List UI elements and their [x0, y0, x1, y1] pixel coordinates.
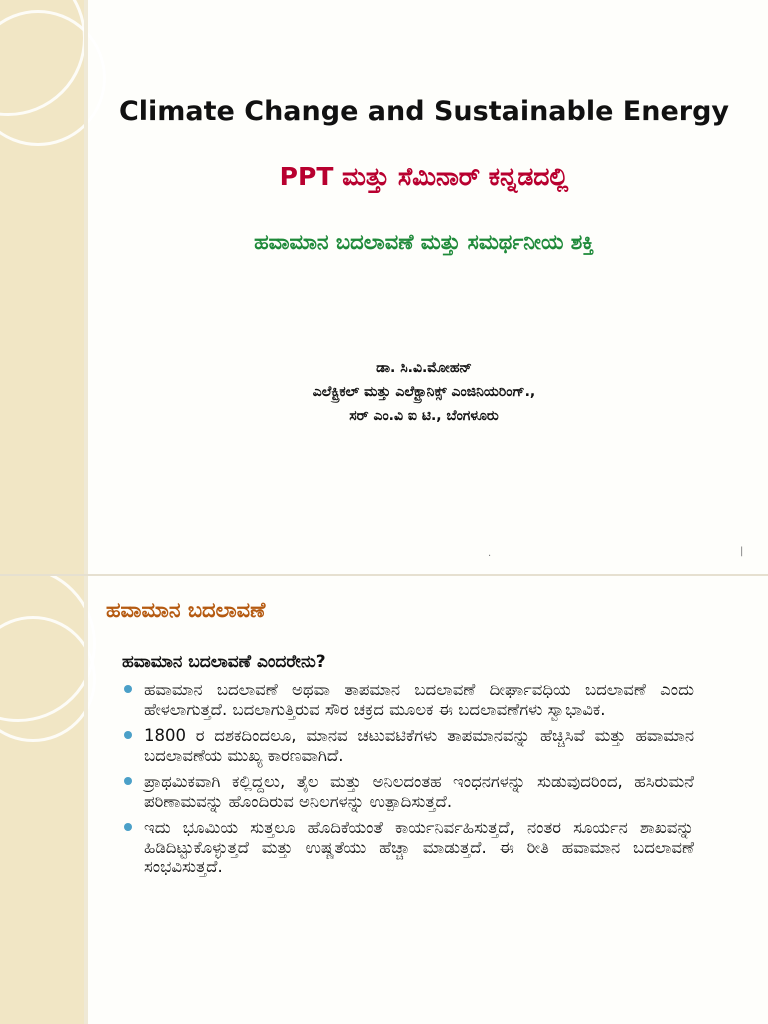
content-slide	[0, 576, 768, 1024]
slide-subtitle	[88, 162, 760, 192]
list-item-text: ಹವಾಮಾನ ಬದಲಾವಣೆ ಅಥವಾ ತಾಪಮಾನ ಬದಲಾವಣೆ ದೀರ್ಘಾವಧಿಯ ಬದಲಾವಣೆ ಎಂದು ಹೇಳಲಾಗುತ್ತದೆ. ಬದಲಾಗುತ್ತಿರುವ ಸೌರ ಚಕ್ರದ ಮೂಲಕ ಈ ಬದಲಾವಣೆಗಳು ಸ್ವಾಭಾವಿಕ.	[144, 680, 694, 719]
side-band-edge	[84, 0, 88, 574]
author-block	[88, 356, 760, 428]
list-item	[120, 680, 694, 719]
list-item	[120, 726, 694, 765]
bullet-icon	[124, 731, 132, 739]
list-item-text: ಪ್ರಾಥಮಿಕವಾಗಿ ಕಲ್ಲಿದ್ದಲು, ತೈಲ ಮತ್ತು ಅನಿಲದಂತಹ ಇಂಧನಗಳನ್ನು ಸುಡುವುದರಿಂದ, ಹಸಿರುಮನೆ ಪರಿಣಾಮವನ್ನು ಹೊಂದಿರುವ ಅನಿಲಗಳನ್ನು ಉತ್ಪಾದಿಸುತ್ತದೆ.	[144, 772, 694, 811]
bullet-list	[120, 680, 694, 884]
stray-dot-mark: .	[488, 548, 492, 559]
slide-title-english: Climate Change and Sustainable Energy	[118, 96, 730, 127]
list-item-text: ಇದು ಭೂಮಿಯ ಸುತ್ತಲೂ ಹೊದಿಕೆಯಂತೆ ಕಾರ್ಯನಿರ್ವಹಿಸುತ್ತದೆ, ನಂತರ ಸೂರ್ಯನ ಶಾಖವನ್ನು ಹಿಡಿದಿಟ್ಟುಕೊಳ್ಳುತ್ತದೆ ಮತ್ತು ಉಷ್ಣತೆಯು ಹೆಚ್ಚಾ ಮಾಡುತ್ತದೆ. ಈ ರೀತಿ ಹವಾಮಾನ ಬದಲಾವಣೆ ಸಂಭವಿಸುತ್ತದೆ.	[144, 818, 694, 876]
author-name: ಡಾ. ಸಿ.ವಿ.ಮೋಹನ್	[376, 360, 472, 376]
side-band-edge	[84, 576, 88, 1024]
decorative-side-band	[0, 576, 84, 1024]
decorative-side-band	[0, 0, 84, 574]
slide-title-kannada: ಹವಾಮಾನ ಬದಲಾವಣೆ ಮತ್ತು ಸಮರ್ಥನೀಯ ಶಕ್ತಿ	[254, 230, 594, 254]
section-question: ಹವಾಮಾನ ಬದಲಾವಣೆ ಎಂದರೇನು?	[122, 652, 326, 672]
author-department: ಎಲೆಕ್ಟ್ರಿಕಲ್ ಮತ್ತು ಎಲೆಕ್ಟ್ರಾನಿಕ್ಸ್ ಎಂಜಿನಿಯರಿಂಗ್.,	[312, 384, 536, 400]
list-item-text: 1800 ರ ದಶಕದಿಂದಲೂ, ಮಾನವ ಚಟುವಟಿಕೆಗಳು ತಾಪಮಾನವನ್ನು ಹೆಚ್ಚಿಸಿವೆ ಮತ್ತು ಹವಾಮಾನ ಬದಲಾವಣೆಯ ಮುಖ್ಯ ಕಾರಣವಾಗಿದೆ.	[144, 726, 694, 765]
list-item	[120, 772, 694, 811]
bullet-icon	[124, 777, 132, 785]
subtitle-ppt: PPT	[279, 162, 334, 191]
section-heading: ಹವಾಮಾನ ಬದಲಾವಣೆ	[106, 598, 266, 622]
bullet-icon	[124, 823, 132, 831]
subtitle-kannada: ಮತ್ತು ಸೆಮಿನಾರ್ ಕನ್ನಡದಲ್ಲಿ	[333, 162, 569, 191]
stray-bar-mark: |	[740, 546, 744, 557]
author-institution: ಸರ್ ಎಂ.ವಿ ಐ ಟಿ., ಬೆಂಗಳೂರು	[349, 408, 499, 424]
bullet-icon	[124, 685, 132, 693]
list-item	[120, 818, 694, 877]
